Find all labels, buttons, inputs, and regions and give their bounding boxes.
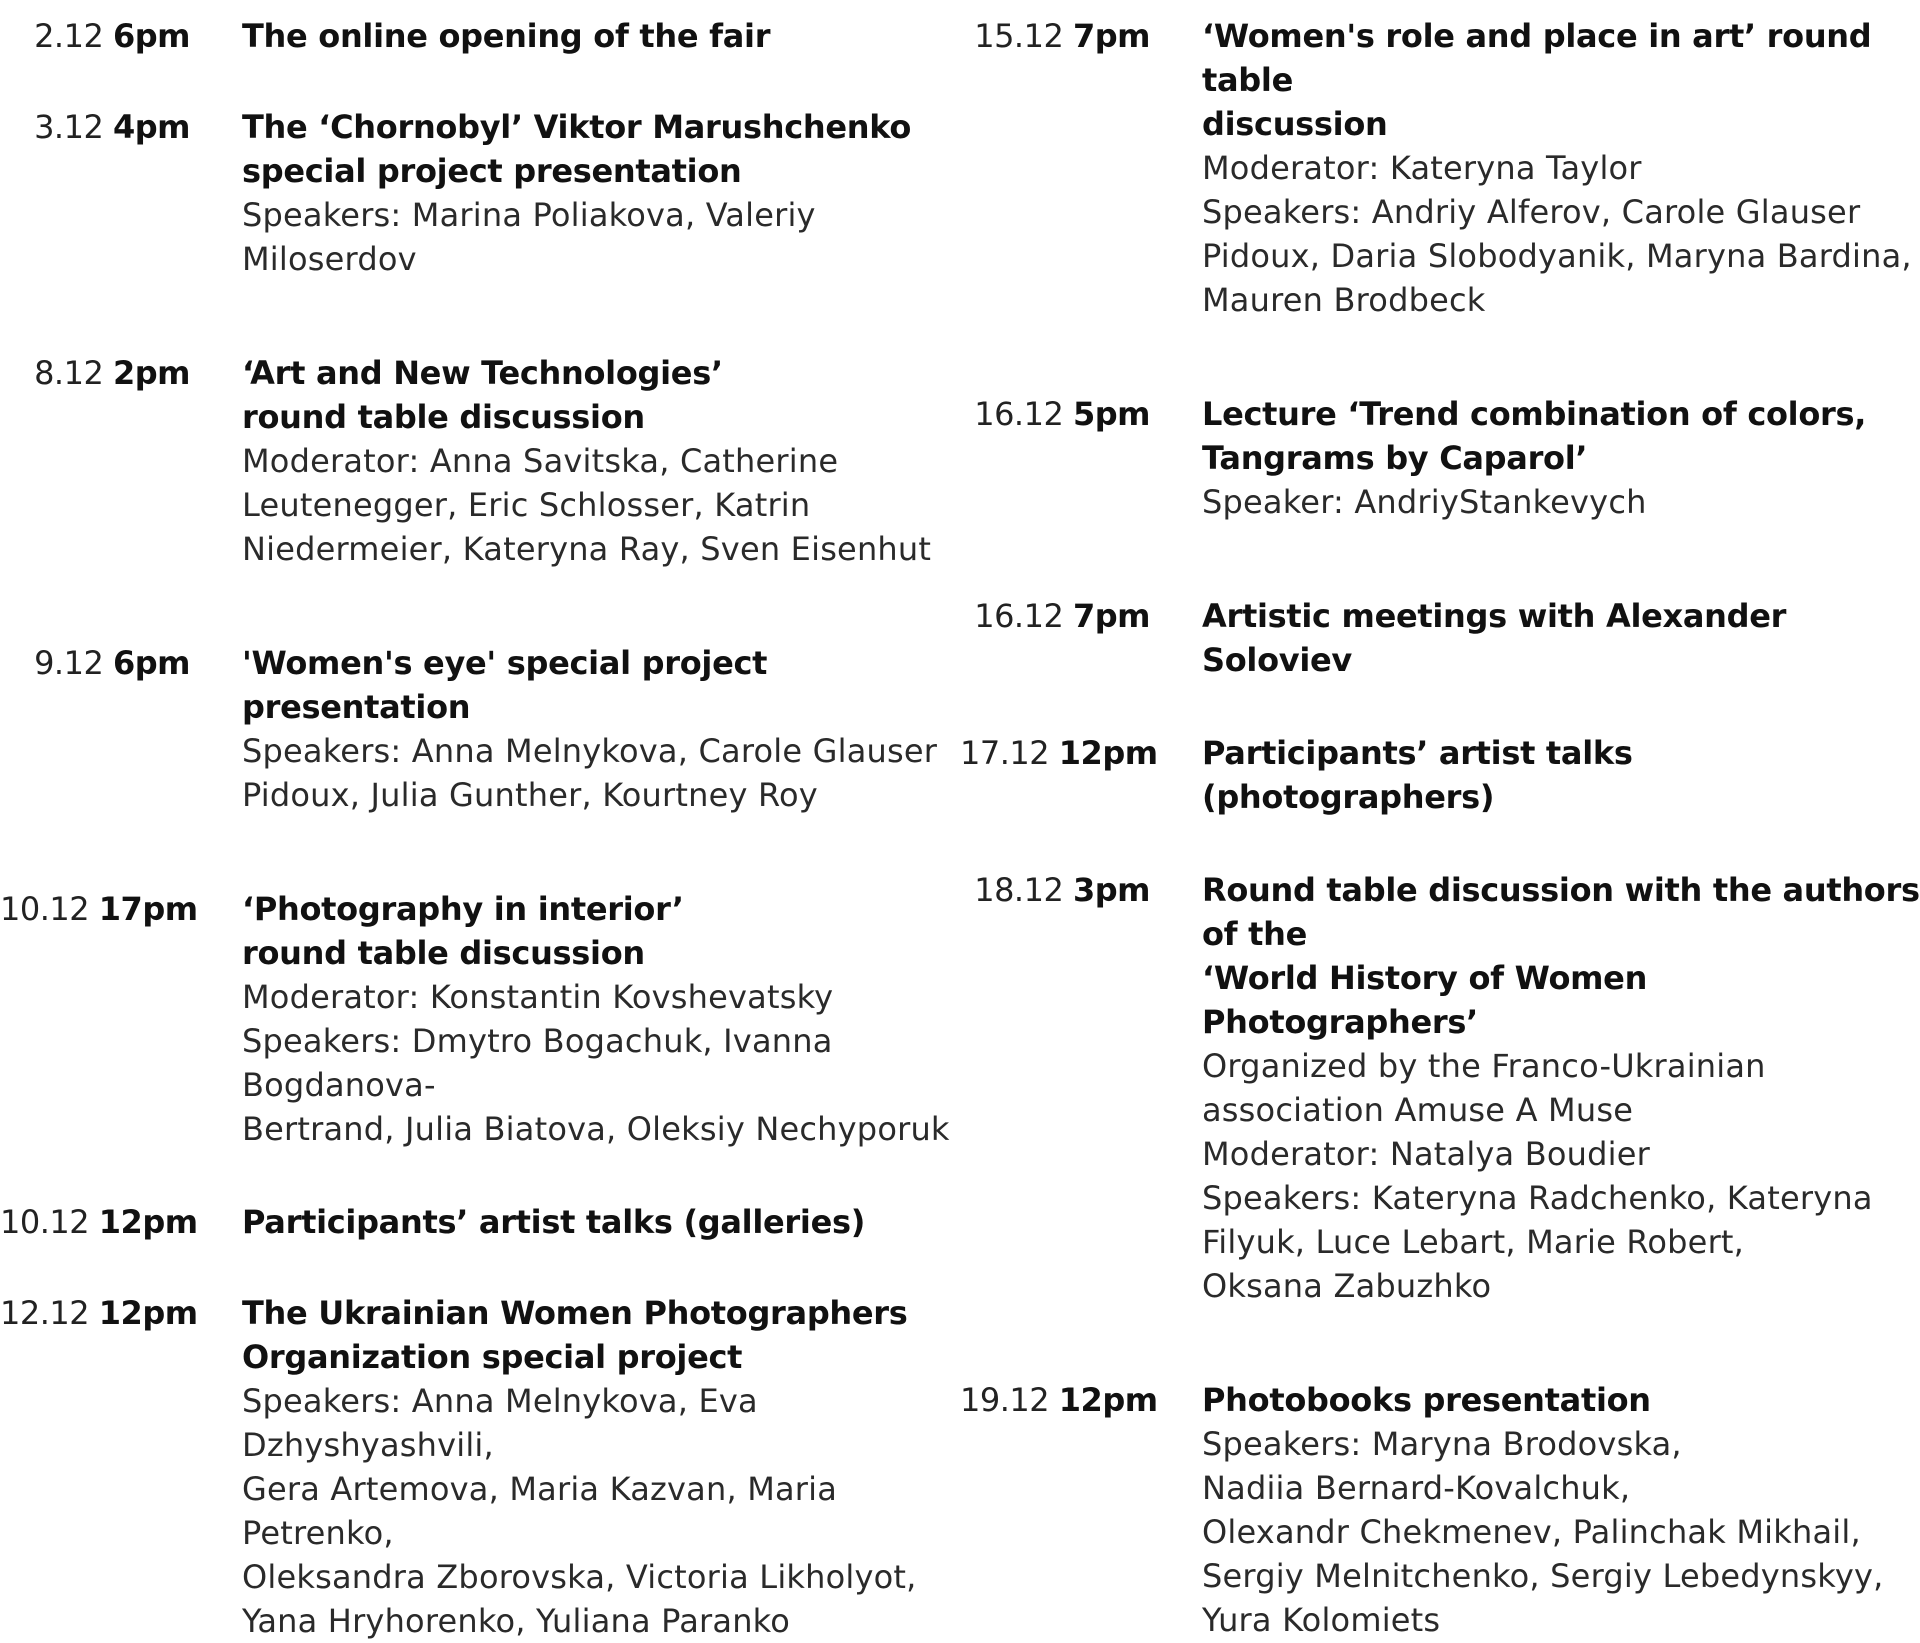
event-title: 'Women's eye' special project presentation: [242, 644, 768, 726]
event-detail: [242, 351, 960, 571]
event-datetime: [960, 14, 1202, 322]
event-time: 12pm: [98, 1203, 198, 1241]
event-title: Participants’ artist talks (galleries): [242, 1203, 866, 1241]
event-detail: [242, 1200, 960, 1244]
event-item: [0, 105, 960, 281]
event-speakers: Speakers: Anna Melnykova, Carole Glauser Pidoux, Julia Gunther, Kourtney Roy: [242, 732, 938, 814]
event-detail: [242, 14, 960, 58]
event-time: 3pm: [1072, 871, 1150, 909]
event-speakers: Moderator: Kateryna Taylor Speakers: Andriy Alferov, Carole Glauser Pidoux, Daria Slobodyanik, Maryna Bardina, Mauren Brodbeck: [1202, 149, 1912, 319]
event-speakers: Speakers: Anna Melnykova, Eva Dzhyshyashvili, Gera Artemova, Maria Kazvan, Maria Petrenko, Oleksandra Zborovska, Victoria Likholyot, Yana Hryhorenko, Yuliana Paranko: [242, 1382, 917, 1640]
event-datetime: [960, 392, 1202, 524]
event-time: 12pm: [98, 1294, 198, 1332]
event-date: 15.12: [974, 17, 1064, 55]
event-date: 18.12: [974, 871, 1064, 909]
event-item: [0, 351, 960, 571]
event-time: 17pm: [98, 890, 198, 928]
event-speakers: Speaker: AndriyStankevych: [1202, 483, 1647, 521]
event-detail: [1202, 14, 1920, 322]
event-date: 9.12: [34, 644, 104, 682]
event-datetime: [0, 887, 242, 1151]
event-date: 2.12: [34, 17, 104, 55]
event-date: 12.12: [0, 1294, 90, 1332]
event-title: ‘Women's role and place in art’ round table discussion: [1202, 17, 1872, 143]
event-date: 3.12: [34, 108, 104, 146]
event-datetime: [0, 14, 242, 58]
event-item: [0, 1200, 960, 1244]
event-item: [0, 887, 960, 1151]
event-detail: [1202, 594, 1920, 682]
event-title: Participants’ artist talks (photographers): [1202, 734, 1633, 816]
event-title: The ‘Chornobyl’ Viktor Marushchenko special project presentation: [242, 108, 912, 190]
event-item: [960, 14, 1920, 322]
event-title: Round table discussion with the authors of the ‘World History of Women Photographers’: [1202, 871, 1920, 1041]
event-time: 2pm: [112, 354, 190, 392]
event-detail: [1202, 1378, 1920, 1642]
event-item: [0, 14, 960, 58]
event-title: ‘Art and New Technologies’ round table discussion: [242, 354, 723, 436]
event-item: [0, 1291, 960, 1643]
event-datetime: [960, 731, 1202, 819]
event-speakers: Organized by the Franco-Ukrainian association Amuse A Muse Moderator: Natalya Boudier Speakers: Kateryna Radchenko, Kateryna Filyuk, Luce Lebart, Marie Robert, Oksana Zabuzhko: [1202, 1047, 1873, 1305]
event-date: 16.12: [974, 395, 1064, 433]
event-date: 19.12: [960, 1381, 1050, 1419]
event-title: Lecture ‘Trend combination of colors, Tangrams by Caparol’: [1202, 395, 1867, 477]
event-datetime: [0, 351, 242, 571]
event-item: [960, 868, 1920, 1308]
event-title: ‘Photography in interior’ round table discussion: [242, 890, 684, 972]
event-time: 7pm: [1072, 597, 1150, 635]
event-speakers: Speakers: Marina Poliakova, Valeriy Miloserdov: [242, 196, 816, 278]
event-item: [0, 641, 960, 817]
event-time: 6pm: [112, 17, 190, 55]
event-detail: [242, 1291, 960, 1643]
event-item: [960, 731, 1920, 819]
event-title: Photobooks presentation: [1202, 1381, 1651, 1419]
event-title: Artistic meetings with Alexander Soloviev: [1202, 597, 1787, 679]
event-date: 16.12: [974, 597, 1064, 635]
event-datetime: [0, 105, 242, 281]
event-time: 7pm: [1072, 17, 1150, 55]
event-item: [960, 594, 1920, 682]
event-detail: [1202, 392, 1920, 524]
event-time: 6pm: [112, 644, 190, 682]
event-datetime: [0, 1200, 242, 1244]
event-detail: [1202, 731, 1920, 819]
event-date: 10.12: [0, 890, 90, 928]
event-datetime: [0, 641, 242, 817]
event-time: 5pm: [1072, 395, 1150, 433]
event-detail: [1202, 868, 1920, 1308]
schedule-right-column: [960, 14, 1920, 1642]
event-datetime: [960, 1378, 1202, 1642]
event-time: 4pm: [112, 108, 190, 146]
event-title: The online opening of the fair: [242, 17, 771, 55]
event-item: [960, 1378, 1920, 1642]
event-time: 12pm: [1058, 1381, 1158, 1419]
event-datetime: [0, 1291, 242, 1643]
schedule-left-column: [0, 14, 960, 1643]
event-time: 12pm: [1058, 734, 1158, 772]
event-item: [960, 392, 1920, 524]
event-detail: [242, 105, 960, 281]
event-date: 8.12: [34, 354, 104, 392]
event-speakers: Speakers: Maryna Brodovska, Nadiia Bernard-Kovalchuk, Olexandr Chekmenev, Palinchak Mikhail, Sergiy Melnitchenko, Sergiy Lebedynskyy, Yura Kolomiets: [1202, 1425, 1884, 1639]
event-date: 10.12: [0, 1203, 90, 1241]
event-speakers: Moderator: Konstantin Kovshevatsky Speakers: Dmytro Bogachuk, Ivanna Bogdanova- Bertrand, Julia Biatova, Oleksiy Nechyporuk: [242, 978, 950, 1148]
event-detail: [242, 641, 960, 817]
event-datetime: [960, 594, 1202, 682]
event-title: The Ukrainian Women Photographers Organization special project: [242, 1294, 908, 1376]
event-datetime: [960, 868, 1202, 1308]
event-detail: [242, 887, 960, 1151]
event-date: 17.12: [960, 734, 1050, 772]
event-speakers: Moderator: Anna Savitska, Catherine Leutenegger, Eric Schlosser, Katrin Niedermeier, Kateryna Ray, Sven Eisenhut: [242, 442, 932, 568]
